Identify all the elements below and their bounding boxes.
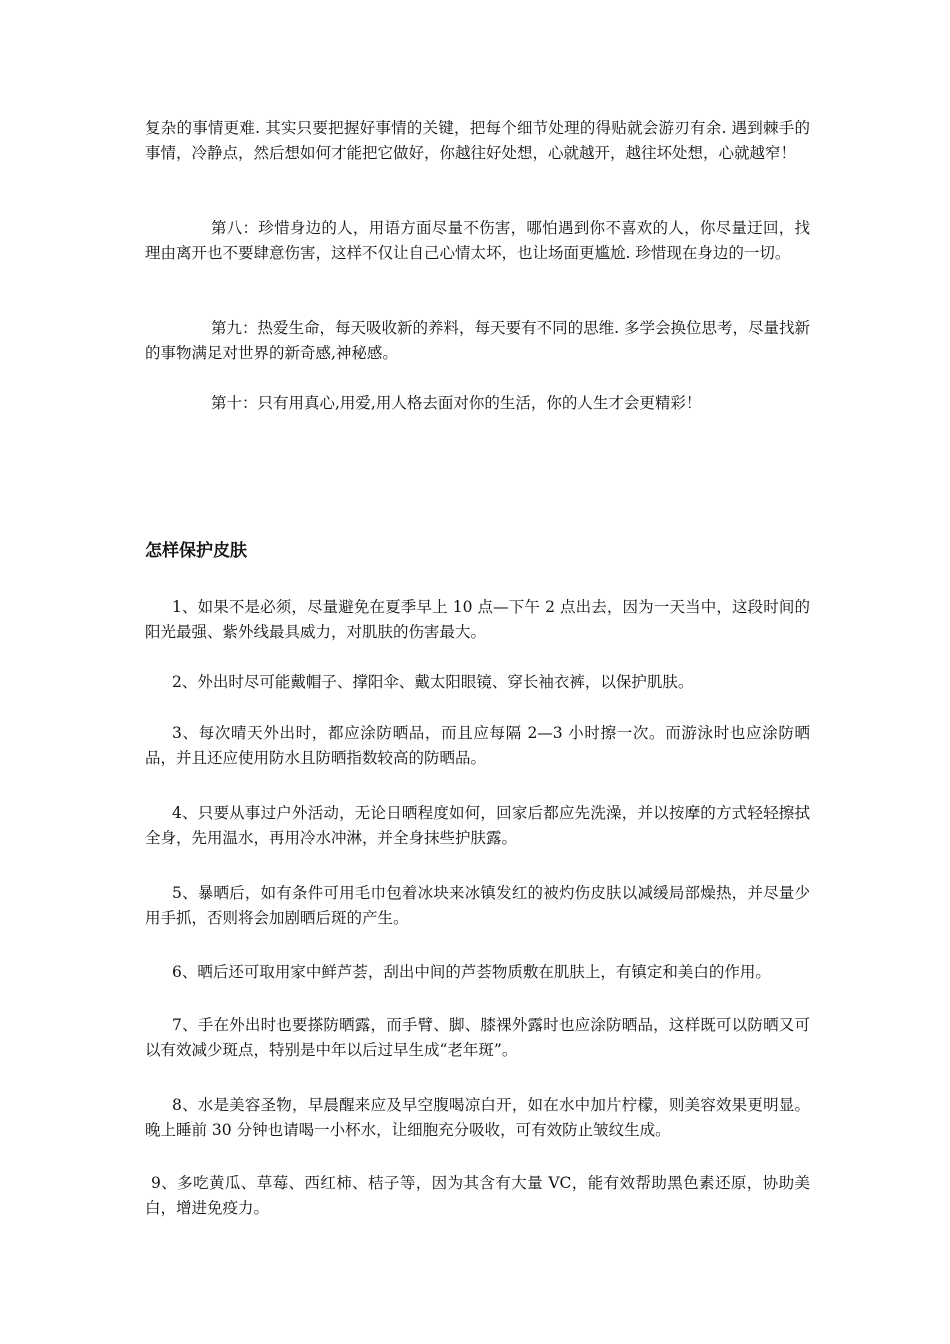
- paragraph-tenth: 第十：只有用真心,用爱,用人格去面对你的生活，你的人生才会更精彩！: [211, 394, 702, 412]
- list-item-6: 6、晒后还可取用家中鲜芦荟，刮出中间的芦荟物质敷在肌肤上，有镇定和美白的作用。: [172, 963, 771, 981]
- list-item-2: 2、外出时尽可能戴帽子、撑阳伞、戴太阳眼镜、穿长袖衣裤，以保护肌肤。: [172, 673, 694, 691]
- list-item-1: 1、如果不是必须，尽量避免在夏季早上 10 点—下午 2 点出去，因为一天当中，这段时间的阳光最强、紫外线最具威力，对肌肤的伤害最大。: [145, 598, 810, 641]
- list-item-8: 8、水是美容圣物，早晨醒来应及早空腹喝凉白开，如在水中加片柠檬，则美容效果更明显。晚上睡前 30 分钟也请喝一小杯水，让细胞充分吸收，可有效防止皱纹生成。: [145, 1096, 810, 1139]
- paragraph-eighth: 第八：珍惜身边的人，用语方面尽量不伤害，哪怕遇到你不喜欢的人，你尽量迂回，找理由离开也不要肆意伤害，这样不仅让自己心情太坏，也让场面更尴尬. 珍惜现在身边的一切。: [145, 219, 810, 262]
- paragraph-continuation: 复杂的事情更难. 其实只要把握好事情的关键，把每个细节处理的得贴就会游刃有余. 遇到棘手的事情，冷静点，然后想如何才能把它做好，你越往好处想，心就越开，越往坏处想，心就越窄！: [145, 119, 810, 162]
- paragraph-ninth: 第九：热爱生命，每天吸收新的养料，每天要有不同的思维. 多学会换位思考，尽量找新的事物满足对世界的新奇感,神秘感。: [145, 319, 810, 362]
- list-item-7: 7、手在外出时也要搽防晒露，而手臂、脚、膝裸外露时也应涂防晒品，这样既可以防晒又可以有效减少斑点，特别是中年以后过早生成“老年斑”。: [145, 1016, 810, 1059]
- list-item-4: 4、只要从事过户外活动，无论日晒程度如何，回家后都应先洗澡，并以按摩的方式轻轻擦拭全身，先用温水，再用冷水冲淋，并全身抹些护肤露。: [145, 804, 810, 847]
- list-item-3: 3、每次晴天外出时，都应涂防晒品，而且应每隔 2—3 小时擦一次。而游泳时也应涂防晒品，并且还应使用防水且防晒指数较高的防晒品。: [145, 724, 810, 767]
- list-item-5: 5、暴晒后，如有条件可用毛巾包着冰块来冰镇发红的被灼伤皮肤以减缓局部燥热，并尽量少用手抓，否则将会加剧晒后斑的产生。: [145, 884, 810, 927]
- section-title: 怎样保护皮肤: [145, 541, 247, 561]
- list-item-9: 9、多吃黄瓜、草莓、西红柿、桔子等，因为其含有大量 VC，能有效帮助黑色素还原，协助美白，增进免疫力。: [145, 1174, 810, 1217]
